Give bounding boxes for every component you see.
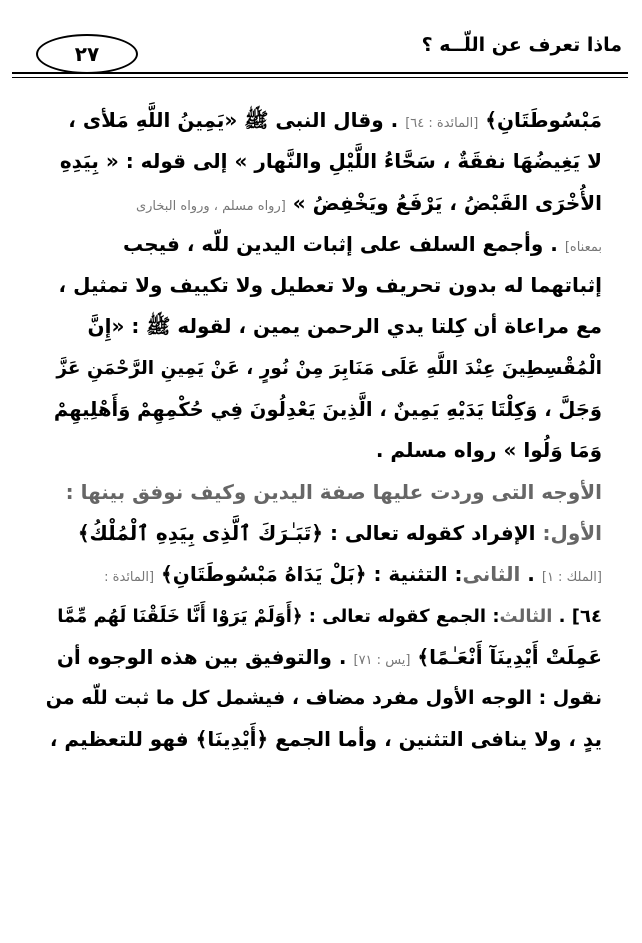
text-line: [46, 678, 602, 719]
text-segment: الإفراد كقوله تعالى : ﴿تَبَـٰرَكَ ٱلَّذِى بِيَدِهِ ٱلْمُلْكُ﴾: [77, 520, 536, 545]
text-segment: : الجمع كقوله تعالى : ﴿أَوَلَمْ يَرَوْا أَنَّا خَلَقْنَا لَهُم مِّمَّا: [57, 605, 500, 627]
text-line: [46, 637, 602, 678]
text-segment: : التثنية : ﴿بَلْ يَدَاهُ مَبْسُوطَتَانِ﴾: [154, 562, 463, 587]
text-line: [46, 306, 602, 347]
page-header: [12, 20, 628, 80]
text-line: [46, 389, 602, 430]
text-segment: لا يَغِيضُهَا نفقَةٌ ، سَحَّاءُ اللَّيْلِ والنَّهار » إلى قوله : « بِيَدِهِ: [59, 149, 602, 174]
text-line: [46, 513, 602, 554]
ordinal-label: الثانى: [462, 562, 521, 587]
page-number: [36, 34, 138, 74]
text-line: [46, 430, 602, 471]
page-number-text: ٢٧: [74, 42, 100, 66]
citation-reference: [الملك : ١]: [541, 570, 602, 586]
text-segment: عَمِلَتْ أَيْدِينَآ أَنْعَـٰمًا﴾: [410, 644, 602, 669]
text-line: [46, 265, 602, 306]
section-subheading: الأوجه التى وردت عليها صفة اليدين وكيف نوفق بينها :: [65, 479, 602, 504]
body-text: [46, 100, 602, 761]
citation-reference: بمعناه]: [564, 239, 602, 255]
text-segment: نقول : الوجه الأول مفرد مضاف ، فيشمل كل ما ثبت للّه من: [46, 687, 602, 710]
header-rule: [12, 72, 628, 74]
text-line: [46, 348, 602, 389]
text-line: [46, 472, 602, 513]
text-segment: ٦٤] .: [552, 605, 602, 627]
text-line: [46, 224, 602, 265]
text-segment: يدٍ ، ولا ينافى التثنين ، وأما الجمع ﴿أَيْدِينَا﴾ فهو للتعظيم ،: [49, 727, 602, 752]
citation-reference: [المائدة : ٦٤]: [405, 116, 479, 131]
text-line: [46, 141, 602, 182]
text-line: [46, 554, 602, 595]
ordinal-label: الأول:: [535, 520, 602, 545]
text-segment: . وقال النبى ﷺ «يَمِينُ اللَّهِ مَلأى ،: [68, 108, 406, 132]
text-segment: وَجَلَّ ، وَكِلْتَا يَدَيْهِ يَمِينٌ ، الَّذِينَ يَعْدِلُونَ فِي حُكْمِهِمْ وَأَهْلِيهِمْ: [53, 398, 602, 422]
text-line: [46, 596, 602, 637]
header-rule-thin: [12, 77, 628, 78]
ordinal-label: الثالث: [499, 605, 553, 627]
citation-reference: [يس : ٧١]: [353, 652, 411, 668]
running-title: ماذا تعرف عن اللّــه ؟: [421, 34, 622, 56]
citation-reference: [رواه مسلم ، ورواه البخارى: [135, 198, 286, 214]
citation-reference: [المائدة :: [104, 570, 155, 586]
text-line: [46, 719, 602, 760]
text-segment: . وأجمع السلف على إثبات اليدين للّه ، فيجب: [123, 231, 565, 256]
text-segment: . والتوفيق بين هذه الوجوه أن: [56, 644, 354, 669]
text-segment: وَمَا وَلُوا » رواه مسلم .: [375, 438, 602, 463]
text-line: [46, 100, 602, 141]
text-segment: الأُخْرَى القَبْضُ ، يَرْفَعُ ويَخْفِضُ »: [285, 190, 602, 215]
text-segment: إثباتهما له بدون تحريف ولا تعطيل ولا تكييف ولا تمثيل ،: [58, 273, 602, 298]
text-segment: .: [520, 562, 542, 587]
text-line: [46, 183, 602, 224]
text-segment: مَبْسُوطَتَانِ﴾: [478, 108, 602, 132]
text-segment: الْمُقْسِطِينَ عِنْدَ اللَّهِ عَلَى مَنَابِرَ مِنْ نُورٍ ، عَنْ يَمِينِ الرَّحْمَنِ عَزَّ: [56, 357, 602, 379]
text-segment: مع مراعاة أن كِلتا يدي الرحمن يمين ، لقوله ﷺ : «إِنَّ: [87, 314, 602, 339]
